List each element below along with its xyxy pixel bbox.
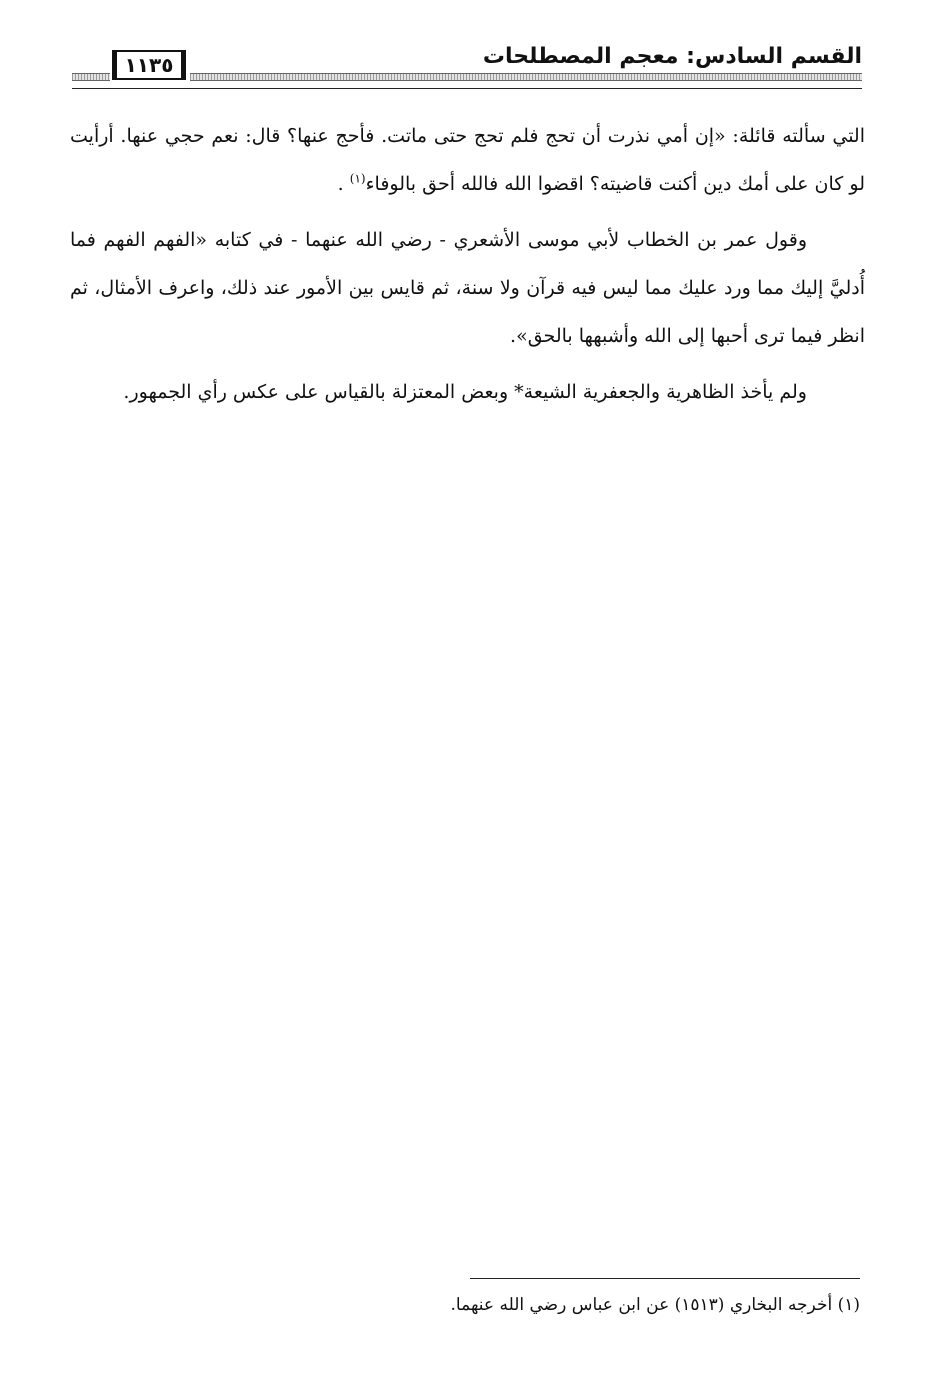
- footnote-marker: (١): [349, 171, 366, 186]
- paragraph-3: ولم يأخذ الظاهرية والجعفرية الشيعة* وبعض المعتزلة بالقياس على عكس رأي الجمهور.: [123, 381, 807, 403]
- body-text: [70, 112, 865, 424]
- footnotes: [80, 1290, 860, 1320]
- footnote-1: (١) أخرجه البخاري (١٥١٣) عن ابن عباس رضي الله عنهما.: [450, 1295, 860, 1315]
- header-ornament-bar-left: [72, 73, 110, 81]
- paragraph-1-end: .: [337, 173, 344, 195]
- header-rule: [72, 88, 862, 89]
- paragraph-2: وقول عمر بن الخطاب لأبي موسى الأشعري - رضي الله عنهما - في كتابه «الفهم الفهم فما أُدليَّ إليك مما ورد عليك مما ليس فيه قرآن ولا سنة، ثم قايس بين الأمور عند ذلك، واعرف الأمثال، ثم انظر فيما ترى أحبها إلى الله وأشبهها بالحق».: [70, 229, 865, 347]
- header-ornament-bar: [190, 73, 862, 81]
- paragraph-1-text: التي سألته قائلة: «إن أمي نذرت أن تحج فلم تحج حتى ماتت. فأحج عنها؟ قال: نعم حجي عنها. أرأيت لو كان على أمك دين أكنت قاضيته؟ اقضوا الله فالله أحق بالوفاء: [70, 125, 865, 195]
- footnote-separator: [470, 1278, 860, 1279]
- page-header: [72, 36, 862, 86]
- page-number: ١١٣٥: [112, 50, 186, 80]
- running-title: القسم السادس: معجم المصطلحات: [482, 44, 862, 69]
- paragraph-1: [70, 112, 865, 208]
